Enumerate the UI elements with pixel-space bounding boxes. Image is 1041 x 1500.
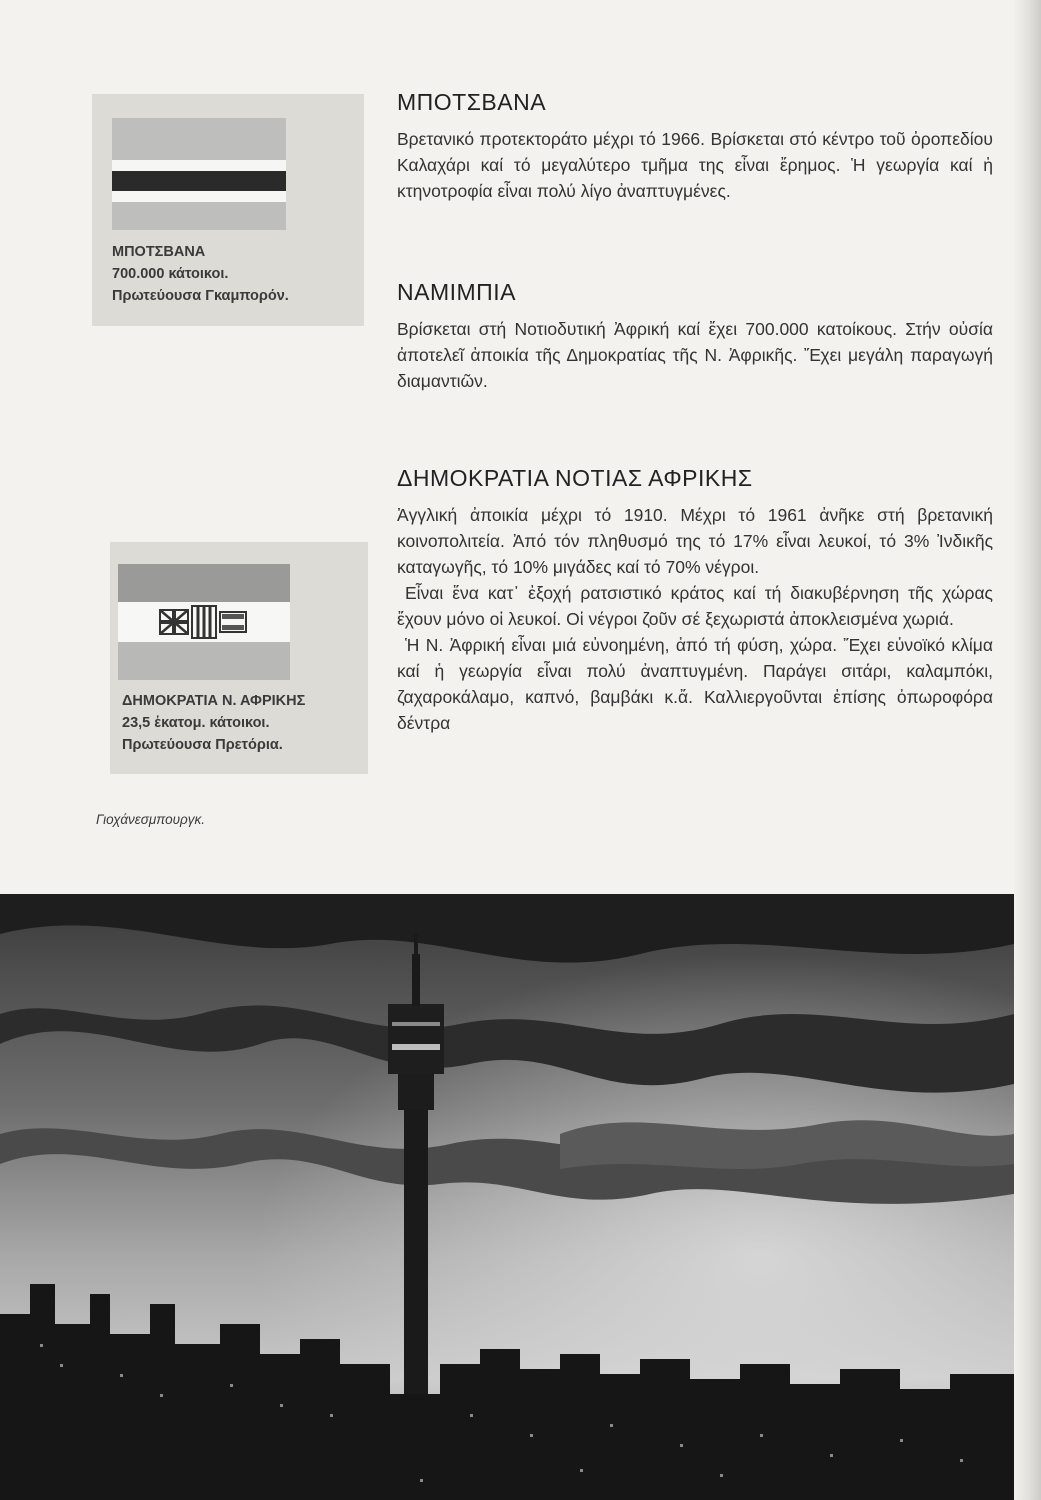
johannesburg-photo [0,894,1014,1500]
south-africa-flag-caption [122,690,305,756]
section-text: Βρίσκεται στή Νοτιοδυτική Ἀφρική καί ἔχει 700.000 κατοίκους. Στήν οὐσία ἀποτελεῖ ἀποικία τῆς Δημοκρατίας τῆς Ν. Ἀφρικῆς. Ἔχει μεγάλη παραγωγή διαμαντιῶν. [397,319,993,391]
page-edge-shadow [1013,0,1041,1500]
section-paragraph: Εἶναι ἕνα κατ᾽ ἐξοχή ρατσιστικό κράτος καί τή διακυβέρνηση τῆς χώρας ἔχουν μόνο οἱ λευκοί. Οἱ νέγροι ζοῦν σέ ξεχωριστά ἀποκλεισμένα χωριά. [397,583,993,629]
flag-emblem-icon [152,604,258,640]
section-heading: ΔΗΜΟΚΡΑΤΙΑ ΝΟΤΙΑΣ ΑΦΡΙΚΗΣ [397,465,753,491]
flag-stripe [112,191,286,202]
skyline-illustration [0,894,1014,1500]
section-heading: ΝΑΜΙΜΠΙΑ [397,279,516,305]
botswana-section [397,88,997,204]
flag-stripe [112,171,286,191]
botswana-flag-caption [112,241,289,307]
south-africa-flag-card [110,542,368,774]
section-text: Βρετανικό προτεκτοράτο μέχρι τό 1966. Βρίσκεται στό κέντρο τοῦ ὀροπεδίου Καλαχάρι καί τό μεγαλύτερο τμῆμα της εἶναι ἔρημος. Ἡ γεωργία καί ἡ κτηνοτροφία εἶναι πολύ λίγο ἀναπτυγμένες. [397,129,993,201]
photo-caption: Γιοχάνεσμπουργκ. [96,812,206,827]
flag-stripe [112,118,286,160]
south-africa-flag [118,564,290,680]
flag-stripe [112,160,286,171]
botswana-flag [112,118,286,230]
section-paragraph: Ἀγγλική ἀποικία μέχρι τό 1910. Μέχρι τό 1961 ἀνῆκε στή βρετανική κοινοπολιτεία. Ἀπό τόν πληθυσμό της τό 17% εἶναι λευκοί, τό 3% Ἰνδικῆς καταγωγῆς, τό 10% μιγάδες καί τό 70% νέγροι. [397,505,993,577]
caption-country-name: ΜΠΟΤΣΒΑΝΑ [112,244,206,260]
section-heading: ΜΠΟΤΣΒΑΝΑ [397,89,547,115]
namibia-section [397,278,997,394]
botswana-flag-card [92,94,364,326]
flag-stripe [112,202,286,230]
section-paragraph: Ἡ Ν. Ἀφρική εἶναι μιά εὐνοημένη, ἀπό τή φύση, χώρα. Ἔχει εὐνοϊκό κλίμα καί ἡ γεωργία εἶναι πολύ ἀναπτυγμένη. Παράγει σιτάρι, καλαμπόκι, ζαχαροκάλαμο, καπνό, βαμβάκι κ.ἄ. Καλλιεργοῦνται ἐπίσης ὀπωροφόρα δέντρα [397,635,993,733]
caption-capital: Πρωτεύουσα Γκαμπορόν. [112,288,289,304]
flag-stripe [118,564,290,602]
caption-country-name: ΔΗΜΟΚΡΑΤΙΑ Ν. ΑΦΡΙΚΗΣ [122,693,306,709]
flag-stripe [118,642,290,680]
caption-capital: Πρωτεύουσα Πρετόρια. [122,737,283,753]
caption-population: 700.000 κάτοικοι. [112,266,229,282]
south-africa-section [397,464,997,736]
caption-population: 23,5 ἑκατομ. κάτοικοι. [122,715,270,731]
